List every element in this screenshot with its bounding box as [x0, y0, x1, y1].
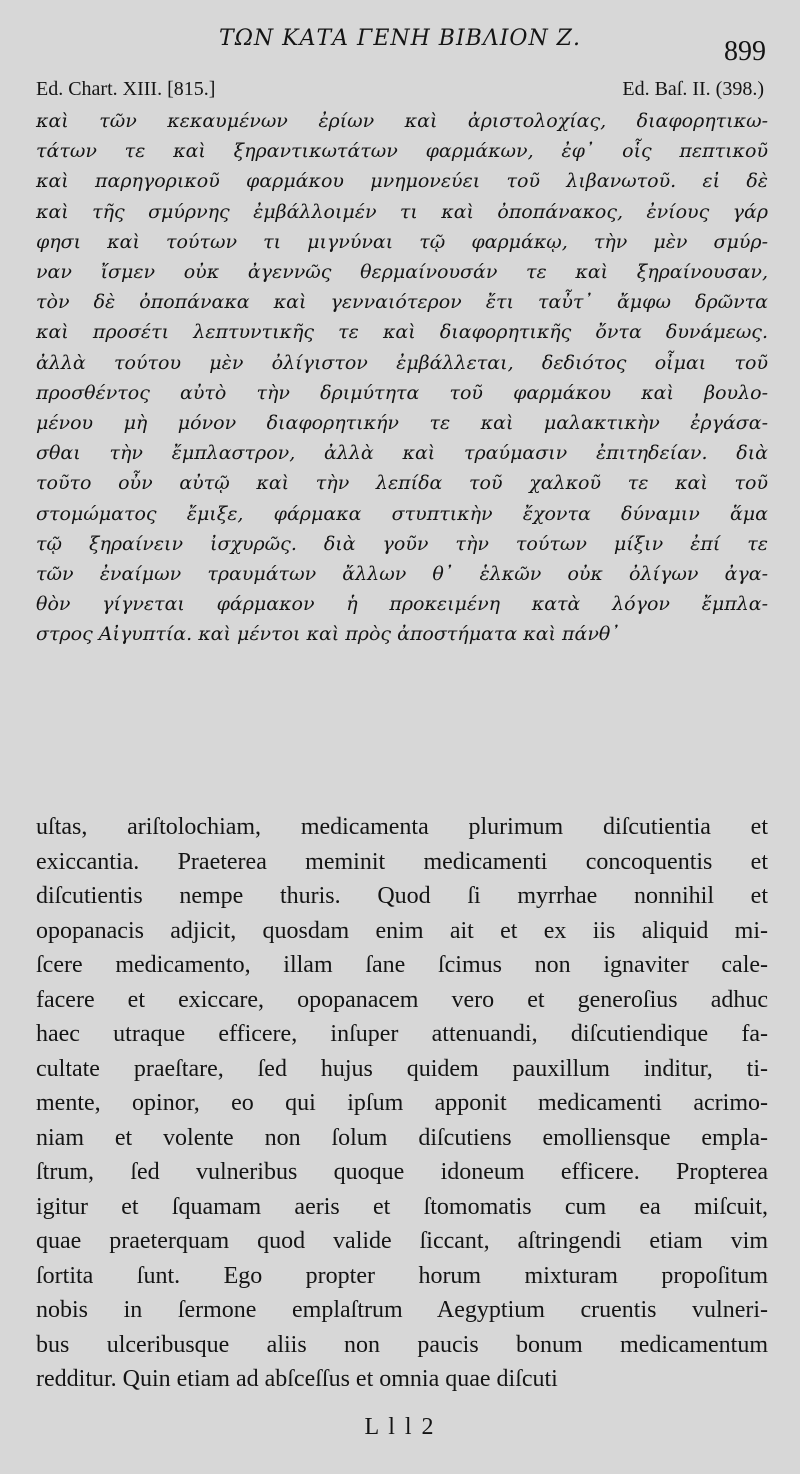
greek-text-line: στομώματος ἔμιξε, φάρμακα στυπτικὴν ἔχοντα δύναμιν ἅμα — [36, 502, 768, 525]
greek-text-line: καὶ προσέτι λεπτυντικῆς τε καὶ διαφορητικῆς ὄντα δυνάμεως. — [36, 321, 768, 344]
latin-text-line: niam et volente non ſolum diſcutiens emolliensque empla- — [36, 1124, 768, 1151]
greek-text-line: καὶ παρηγορικοῦ φαρμάκου μνημονεύει τοῦ λιβανωτοῦ. εἰ δὲ — [36, 170, 768, 193]
greek-text-line: τάτων τε καὶ ξηραντικωτάτων φαρμάκων, ἐφ᾽ οἷς πεπτικοῦ — [36, 140, 768, 163]
latin-text-line: igitur et ſquamam aeris et ſtomomatis cum ea miſcuit, — [36, 1193, 768, 1220]
greek-text-line: θὸν γίγνεται φάρμακον ἡ προκειμένη κατὰ λόγον ἔμπλα- — [36, 593, 768, 616]
latin-text-line: cultate praeſtare, ſed hujus quidem pauxillum inditur, ti- — [36, 1055, 768, 1082]
latin-text-line: mente, opinor, eo qui ipſum apponit medicamenti acrimo- — [36, 1090, 768, 1116]
greek-text-line: καὶ τῆς σμύρνης ἐμβάλλοιμέν τι καὶ ὀποπάνακος, ἐνίους γάρ — [36, 200, 768, 223]
latin-text-line: ſortita ſunt. Ego propter horum mixturam propoſitum — [36, 1262, 768, 1289]
edition-reference-right: Ed. Baſ. II. (398.) — [622, 78, 764, 100]
printer-signature-mark: L l l 2 — [364, 1414, 436, 1440]
latin-text-line: quae praeterquam quod valide ſiccant, aſtringendi etiam vim — [36, 1228, 768, 1254]
greek-text-line: μένου μὴ μόνον διαφορητικήν τε καὶ μαλακτικὴν ἐργάσα- — [36, 412, 768, 435]
latin-text-line: exiccantia. Praeterea meminit medicamenti concoquentis et — [36, 848, 768, 875]
page-number: 899 — [724, 36, 766, 67]
greek-text-line: ἀλλὰ τούτου μὲν ὀλίγιστον ἐμβάλλεται, δεδιότος οἶμαι τοῦ — [36, 351, 768, 374]
edition-reference-left: Ed. Chart. XIII. [815.] — [36, 78, 216, 100]
latin-text-line: bus ulceribusque aliis non paucis bonum medicamentum — [36, 1331, 768, 1358]
greek-text-line: ναν ἴσμεν οὐκ ἀγεννῶς θερμαίνουσάν τε καὶ ξηραίνουσαν, — [36, 261, 768, 284]
greek-text-line: τῷ ξηραίνειν ἰσχυρῶς. διὰ γοῦν τὴν τούτων μίξιν ἐπί τε — [36, 532, 768, 555]
greek-text-line: προσθέντος αὐτὸ τὴν δριμύτητα τοῦ φαρμάκου καὶ βουλο- — [36, 381, 768, 404]
latin-text-line: opopanacis adjicit, quosdam enim ait et ex iis aliquid mi- — [36, 917, 768, 944]
greek-text-line: τῶν ἐναίμων τραυμάτων ἄλλων θ᾽ ἑλκῶν οὐκ ὀλίγων ἀγα- — [36, 563, 768, 586]
greek-text-line: τοῦτο οὖν αὐτῷ καὶ τὴν λεπίδα τοῦ χαλκοῦ τε καὶ τοῦ — [36, 472, 768, 495]
greek-text-block — [36, 106, 768, 650]
greek-text-line: τὸν δὲ ὀποπάνακα καὶ γενναιότερον ἔτι ταὖτ᾽ ἄμφω δρῶντα — [36, 291, 768, 314]
latin-text-line: diſcutientis nempe thuris. Quod ſi myrrhae nonnihil et — [36, 883, 768, 909]
greek-text-line: καὶ τῶν κεκαυμένων ἐρίων καὶ ἀριστολοχίας, διαφορητικω- — [36, 110, 768, 132]
latin-text-line: uſtas, ariſtolochiam, medicamenta plurimum diſcutientia et — [36, 814, 768, 840]
latin-text-line: redditur. Quin etiam ad abſceſſus et omnia quae diſcuti — [36, 1366, 558, 1392]
greek-text-line: σθαι τὴν ἔμπλαστρον, ἀλλὰ καὶ τραύμασιν ἐπιτηδείαν. διὰ — [36, 442, 768, 465]
latin-text-line: facere et exiccare, opopanacem vero et generoſius adhuc — [36, 986, 768, 1013]
latin-text-line: haec utraque efficere, inſuper attenuandi, diſcutiendique fa- — [36, 1021, 768, 1047]
greek-text-line: στρος Αἰγυπτία. καὶ μέντοι καὶ πρὸς ἀποστήματα καὶ πάνθ᾽ — [36, 623, 620, 646]
latin-text-line: ſtrum, ſed vulneribus quoque idoneum efficere. Propterea — [36, 1159, 768, 1185]
running-title: ΤΩΝ ΚΑΤΑ ΓΕΝΗ ΒΙΒΛΙΟΝ Ζ. — [219, 26, 581, 51]
latin-text-line: nobis in ſermone emplaſtrum Aegyptium cruentis vulneri- — [36, 1297, 768, 1323]
latin-text-block — [36, 810, 768, 1397]
greek-text-line: φησι καὶ τούτων τι μιγνύναι τῷ φαρμάκῳ, τὴν μὲν σμύρ- — [36, 230, 768, 253]
latin-text-line: ſcere medicamento, illam ſane ſcimus non ignaviter cale- — [36, 952, 768, 978]
